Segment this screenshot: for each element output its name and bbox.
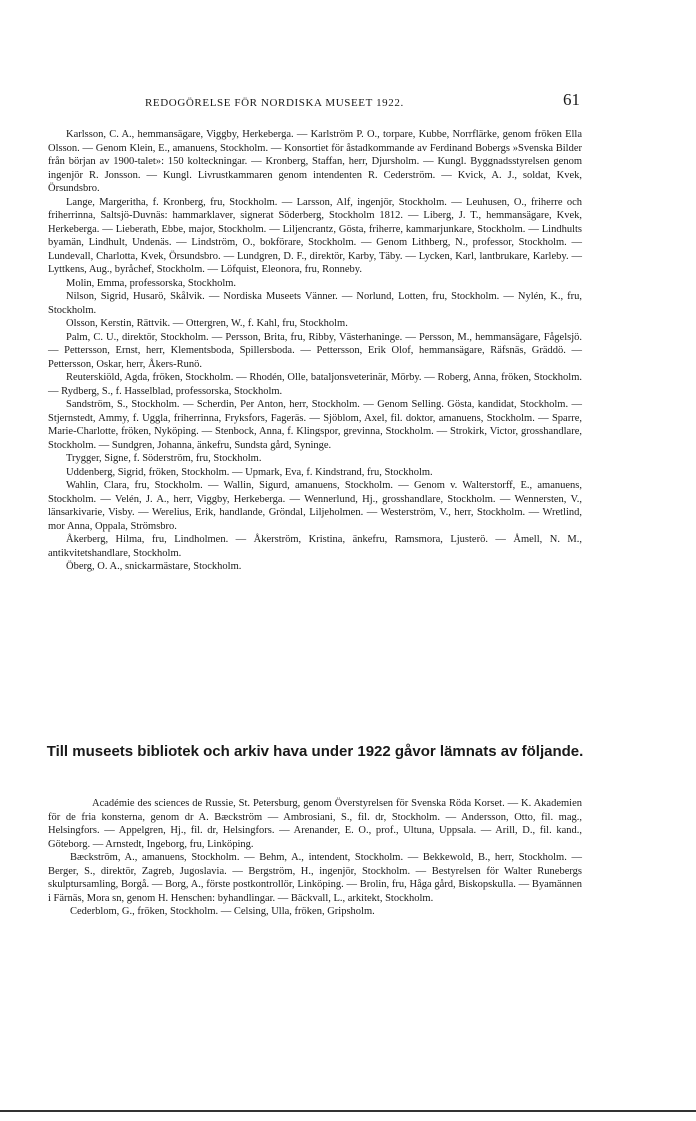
donor-paragraph: Palm, C. U., direktör, Stockholm. — Persson, Brita, fru, Ribby, Västerhaninge. — Persson, M., hemmansägare, Fågelsjö. — Pettersson, Ernst, herr, Klementsboda, Spillersboda. — Pettersson, Erik Olof, hemmansägare, Räfsnäs, Gräddö. — Pettersson, Oskar, herr, Åkers-Runö.: [48, 331, 582, 370]
donor-paragraph: Olsson, Kerstin, Rättvik. — Ottergren, W., f. Kahl, fru, Stockholm.: [66, 318, 348, 329]
library-donor-paragraph: Cederblom, G., fröken, Stockholm. — Celsing, Ulla, fröken, Gripsholm.: [70, 906, 375, 917]
page-number: 61: [563, 90, 580, 109]
bottom-rule: [0, 1110, 696, 1112]
donor-paragraph: Reuterskiöld, Agda, fröken, Stockholm. — Rhodén, Olle, bataljonsveterinär, Mörby. — Roberg, Anna, fröken, Stockholm. — Rydberg, S., f. Hasselblad, professorska, Stockholm.: [48, 372, 582, 397]
library-donor-paragraph: Académie des sciences de Russie, St. Petersburg, genom Överstyrelsen för Svenska Röda Korset. — K. Akademien för de fria konsterna, genom dr A. Bæckström — Ambrosiani, S., fil. dr, Stockholm. — Andersson, Otto, fil. mag., Helsingfors. — Appelgren, Hj., fil. dr, Helsingfors. — Arenander, E. O., prof., Ultuna, Uppsala. — Arill, D., fil. kand., Göteborg. — Arnstedt, Ingeborg, fru, Linköping.: [48, 798, 582, 850]
library-donor-paragraph: Bæckström, A., amanuens, Stockholm. — Behm, A., intendent, Stockholm. — Bekkewold, B., herr, Stockholm. — Berger, S., direktör, Zagreb, Jugoslavia. — Bergström, H., ingenjör, Stockholm. — Bestyrelsen för Walter Runebergs skulptursamling, Borgå. — Borg, A., förste postkontrollör, Linköping. — Brolin, fru, Håga gård, Biskopskulla. — Byamännen i Färnäs, Mora sn, genom H. Henschen: byhandlingar. — Bäckvall, L., arkitekt, Stockholm.: [48, 852, 582, 904]
donor-paragraph: Sandström, S., Stockholm. — Scherdin, Per Anton, herr, Stockholm. — Genom Selling. Gösta, kandidat, Stockholm. — Stjernstedt, Ammy, f. Uggla, friherrinna, Fryksfors, Fageräs. — Sjöblom, Axel, fil. doktor, amanuens, Stockholm. — Sparre, Marie-Charlotte, fröken, Nyköping. — Stenbock, Anna, f. Klingspor, grevinna, Stockholm. — Strokirk, Victor, grosshandlare, Stockholm. — Sundgren, Johanna, änkefru, Sundsta gård, Syninge.: [48, 399, 582, 451]
running-title: REDOGÖRELSE FÖR NORDISKA MUSEET 1922.: [145, 97, 404, 109]
donor-paragraph: Trygger, Signe, f. Söderström, fru, Stockholm.: [66, 453, 262, 464]
donor-paragraph: Uddenberg, Sigrid, fröken, Stockholm. — Upmark, Eva, f. Kindstrand, fru, Stockholm.: [66, 466, 433, 478]
donor-paragraph: Karlsson, C. A., hemmansägare, Viggby, Herkeberga. — Karlström P. O., torpare, Kubbe, Norrflärke, genom fröken Ella Olsson. — Genom Klein, E., amanuens, Stockholm. — Konsortiet för åstadkommande av Ferdinand Bobergs »Svenska Bilder från början av 1900-talet»: 150 kolteckningar. — Kronberg, Staffan, herr, Djursholm. — Kungl. Byggnadsstyrelsen genom ingenjör R. Jonsson. — Kungl. Livrustkammaren genom intendenten R. Cederström. — Kvick, A. J., soldat, Kvek, Örsundsbro.: [48, 129, 582, 194]
donor-paragraph: Lange, Margeritha, f. Kronberg, fru, Stockholm. — Larsson, Alf, ingenjör, Stockholm. — Leuhusen, O., friherre och friherrinna, Saltsjö-Duvnäs: hammarklaver, signerat Söderberg, Stockholm 1812. — Liberg, J. T., hemmansägare, Kvek, Herkeberga. — Lieberath, Ebbe, major, Stockholm. — Liljencrantz, Gösta, friherre, kammarjunkare, Stockholm. — Lindhults byamän, Lindhult, Undenäs. — Lindström, O., bokförare, Stockholm. — Genom Lithberg, N., professor, Stockholm. — Lundevall, Charlotta, Kvek, Örsundsbro. — Lundgren, D. F., direktör, Karby, Täby. — Lycken, Karl, lantbrukare, Karleby. — Lyttkens, Aug., byråchef, Stockholm. — Löfquist, Eleonora, fru, Ronneby.: [48, 196, 582, 275]
library-donor-list: [48, 797, 582, 919]
donor-paragraph: Nilson, Sigrid, Husarö, Skålvik. — Nordiska Museets Vänner. — Norlund, Lotten, fru, Stockholm. — Nylén, K., fru, Stockholm.: [48, 291, 582, 316]
donor-list: [48, 128, 582, 574]
donor-paragraph: Öberg, O. A., snickarmästare, Stockholm.: [66, 561, 242, 572]
donor-paragraph: Molin, Emma, professorska, Stockholm.: [66, 277, 237, 289]
donor-paragraph: Åkerberg, Hilma, fru, Lindholmen. — Åkerström, Kristina, änkefru, Ramsmora, Ljusterö. — Åmell, N. M., antikvitetshandlare, Stockholm.: [48, 534, 582, 559]
library-section-heading: Till museets bibliotek och arkiv hava under 1922 gåvor lämnats av följande.: [46, 743, 584, 760]
donor-paragraph: Wahlin, Clara, fru, Stockholm. — Wallin, Sigurd, amanuens, Stockholm. — Genom v. Walterstorff, E., amanuens, Stockholm. — Velén, J. A., herr, Viggby, Herkeberga. — Wennerlund, Hj., grosshandlare, Stockholm. — Wennersten, V., länsarkivarie, Visby. — Werelius, Erik, handlande, Gröndal, Liljeholmen. — Westerström, V., herr, Stockholm. — Wretlind, mor Anna, Oppala, Strömsbro.: [48, 480, 582, 532]
